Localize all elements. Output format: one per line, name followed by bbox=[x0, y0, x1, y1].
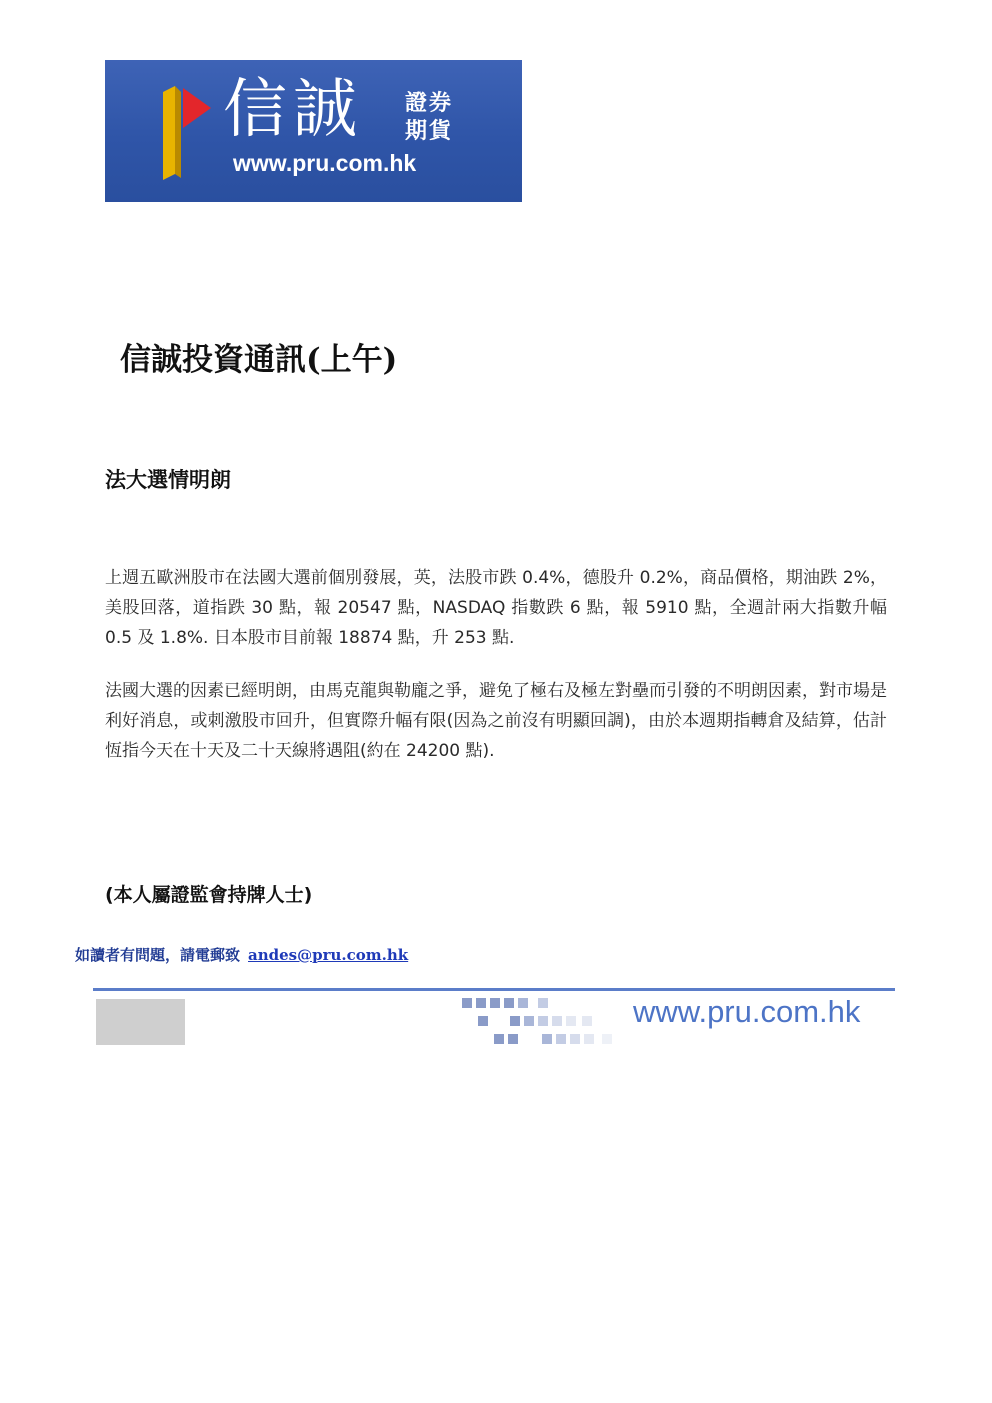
licence-note: (本人屬證監會持牌人士) bbox=[105, 884, 313, 906]
flag-logo-icon bbox=[153, 82, 213, 182]
logo-url: www.pru.com.hk bbox=[233, 150, 417, 176]
logo-sub-securities: 證券 bbox=[405, 91, 454, 116]
contact-label: 如讀者有問題，請電郵致 bbox=[75, 946, 241, 964]
footer-divider bbox=[93, 988, 895, 991]
contact-line bbox=[75, 944, 408, 966]
body-paragraph-outlook: 法國大選的因素已經明朗，由馬克龍與勒龐之爭，避免了極右及極左對壘而引發的不明朗因素，對市場是利好消息，或刺激股市回升，但實際升幅有限(因為之前沒有明顯回調)，由於本週期指轉倉及結算，估計恆指今天在十天及二十天線將遇阻(約在 24200 點). bbox=[105, 681, 887, 761]
footer-url: www.pru.com.hk bbox=[633, 994, 861, 1029]
footer-grey-block bbox=[96, 999, 185, 1045]
footer-pixel-pattern-icon bbox=[462, 996, 632, 1048]
logo-brand-name: 信誠 bbox=[223, 73, 363, 147]
logo-sub-futures: 期貨 bbox=[405, 119, 454, 144]
logo-banner bbox=[105, 60, 522, 202]
section-heading: 法大選情明朗 bbox=[105, 468, 231, 492]
contact-email-link[interactable]: andes@pru.com.hk bbox=[248, 946, 409, 964]
logo-brand-sub bbox=[405, 90, 475, 146]
body-paragraph-market: 上週五歐洲股市在法國大選前個別發展，英，法股市跌 0.4%，德股升 0.2%，商品價格，期油跌 2%，美股回落，道指跌 30 點，報 20547 點，NASDAQ 指數跌 6 點，報 5910 點，全週計兩大指數升幅 0.5 及 1.8%. 日本股市目前報 18874 點，升 253 點. bbox=[105, 568, 887, 648]
document-title: 信誠投資通訊(上午) bbox=[120, 342, 398, 378]
